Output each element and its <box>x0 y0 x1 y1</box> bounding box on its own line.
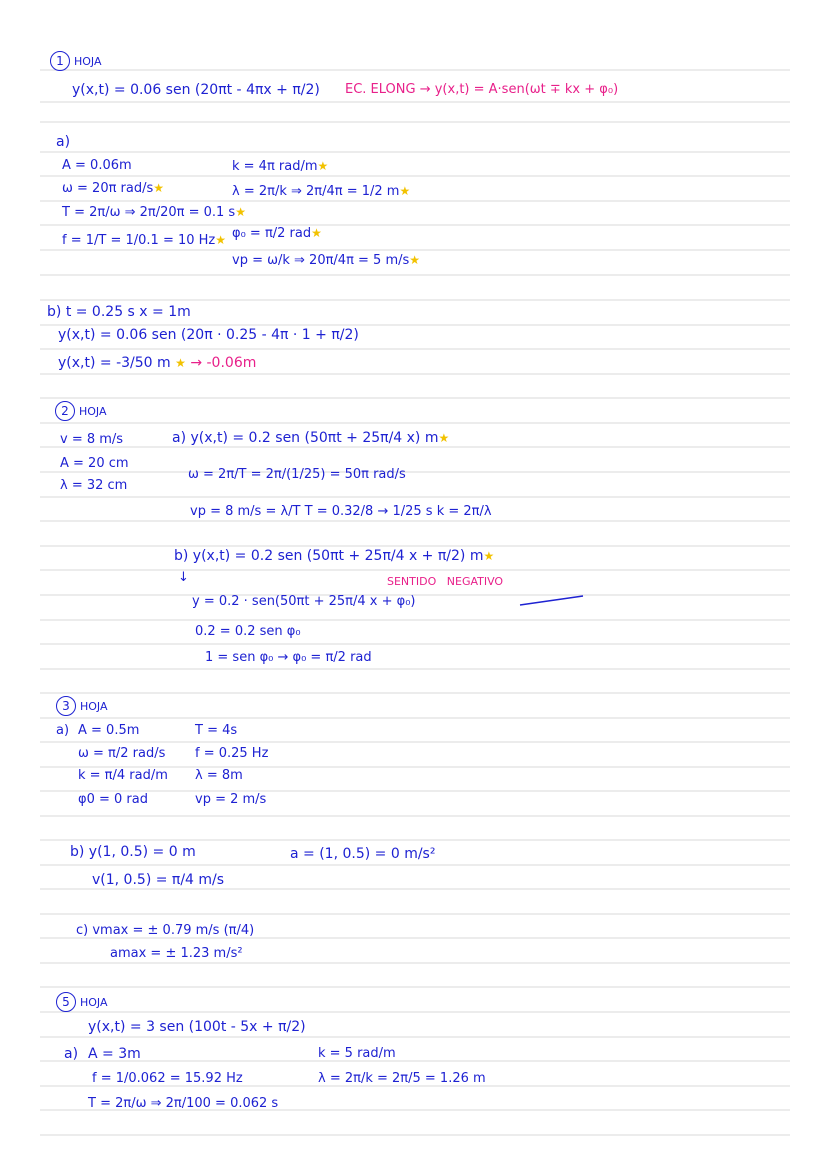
sec1-a-phase-text: φ₀ = π/2 rad <box>232 226 312 241</box>
sec1-a-label: a) <box>56 134 71 150</box>
sec3-a-frequency: f = 0.25 Hz <box>195 746 269 761</box>
sec5-a-amplitude: A = 3m <box>88 1046 141 1062</box>
sec3-c-amax: amax = ± 1.23 m/s² <box>110 946 243 961</box>
sec5-title: HOJA <box>80 996 108 1009</box>
sec1-number: 1 <box>50 51 70 71</box>
star-icon: ★ <box>483 549 495 563</box>
sec3-a-period: T = 4s <box>195 723 238 738</box>
star-icon: ★ <box>409 253 421 267</box>
sec2-title: HOJA <box>79 405 107 418</box>
sec3-a-omega: ω = π/2 rad/s <box>78 746 166 761</box>
star-icon: ★ <box>317 159 329 173</box>
sec1-b-result <box>58 355 256 371</box>
star-icon: ★ <box>215 233 227 247</box>
sec1-a-vp <box>232 252 420 269</box>
sec3-a-phase: φ0 = 0 rad <box>78 792 148 807</box>
sec1-b-given <box>47 304 191 320</box>
star-icon: ★ <box>175 356 186 370</box>
sec1-a-amplitude: A = 0.06m <box>62 158 132 173</box>
sec5-a-lambda: λ = 2π/k = 2π/5 = 1.26 m <box>318 1071 486 1086</box>
sec1-a-omega-text: ω = 20π rad/s <box>62 181 154 196</box>
sec5-a-period: T = 2π/ω ⇒ 2π/100 = 0.062 s <box>88 1096 279 1111</box>
star-icon: ★ <box>235 205 246 219</box>
sec2-a-equation <box>172 430 449 446</box>
sec5-a-label: a) <box>64 1046 79 1062</box>
sec2-b-step1: 0.2 = 0.2 sen φ₀ <box>195 624 301 639</box>
sec2-a-vp: vp = 8 m/s = λ/T T = 0.32/8 → 1/25 s k = 2π/λ <box>190 504 492 519</box>
sec3-c-vmax: c) vmax = ± 0.79 m/s (π/4) <box>76 923 255 938</box>
sec2-heading <box>55 401 107 421</box>
sec1-title: HOJA <box>74 55 102 68</box>
sec1-a-k-text: k = 4π rad/m <box>232 159 318 174</box>
sec1-b-given-text: t = 0.25 s x = 1m <box>65 304 191 320</box>
stray-stroke <box>520 596 583 605</box>
sec5-equation: y(x,t) = 3 sen (100t - 5x + π/2) <box>88 1019 306 1035</box>
sec3-a-lambda: λ = 8m <box>195 768 243 783</box>
sec1-a-lambda-text: λ = 2π/k ⇒ 2π/4π = 1/2 m <box>232 184 400 199</box>
sec5-number: 5 <box>56 992 76 1012</box>
sec2-b-equation-text: b) y(x,t) = 0.2 sen (50πt + 25π/4 x + π/2) m <box>174 548 484 564</box>
sec3-a-amplitude: A = 0.5m <box>78 723 140 738</box>
sec2-b-note-sign: NEGATIVO <box>446 575 504 588</box>
sec1-a-vp-text: vp = ω/k ⇒ 20π/4π = 5 m/s <box>232 253 410 268</box>
sec5-a-k: k = 5 rad/m <box>318 1046 396 1061</box>
sec2-given-v: v = 8 m/s <box>60 432 124 447</box>
sec2-given-amplitude: A = 20 cm <box>60 456 129 471</box>
sec1-b-result-note: → -0.06m <box>190 355 257 371</box>
sec5-heading <box>56 992 108 1012</box>
sec1-a-period <box>62 204 246 221</box>
down-arrow-icon: ↓ <box>178 570 189 585</box>
sec1-elong-formula: EC. ELONG → y(x,t) = A·sen(ωt ∓ kx + φ₀) <box>345 82 619 97</box>
sec5-a-frequency: f = 1/0.062 = 15.92 Hz <box>92 1071 243 1086</box>
star-icon: ★ <box>311 226 322 240</box>
sec3-b-velocity: v(1, 0.5) = π/4 m/s <box>92 872 225 888</box>
sec2-given-lambda: λ = 32 cm <box>60 478 128 493</box>
sec3-a-label: a) <box>56 723 70 738</box>
sec3-a-k: k = π/4 rad/m <box>78 768 168 783</box>
sec1-a-phase <box>232 225 322 242</box>
star-icon: ★ <box>438 431 450 445</box>
sec1-a-frequency-text: f = 1/T = 1/0.1 = 10 Hz <box>62 233 216 248</box>
sec3-b-acceleration: a = (1, 0.5) = 0 m/s² <box>290 846 436 862</box>
sec2-b-step2: 1 = sen φ₀ → φ₀ = π/2 rad <box>205 650 372 665</box>
sec1-equation: y(x,t) = 0.06 sen (20πt - 4πx + π/2) <box>72 82 320 98</box>
sec1-a-frequency <box>62 232 226 249</box>
sec2-a-equation-text: a) y(x,t) = 0.2 sen (50πt + 25π/4 x) m <box>172 430 439 446</box>
sec3-b-displacement: b) y(1, 0.5) = 0 m <box>70 844 196 860</box>
sec1-a-omega <box>62 180 164 197</box>
star-icon: ★ <box>399 184 411 198</box>
sec1-a-k <box>232 158 328 175</box>
sec1-heading <box>50 51 102 71</box>
sec3-a-vp: vp = 2 m/s <box>195 792 267 807</box>
sec1-b-result-text: y(x,t) = -3/50 m <box>58 355 171 371</box>
sec3-number: 3 <box>56 696 76 716</box>
sec2-a-omega: ω = 2π/T = 2π/(1/25) = 50π rad/s <box>188 467 406 482</box>
sec1-b-label: b) <box>47 304 62 320</box>
sec2-b-general: y = 0.2 · sen(50πt + 25π/4 x + φ₀) <box>192 594 416 609</box>
sec1-a-lambda <box>232 183 410 200</box>
star-icon: ★ <box>153 181 165 195</box>
sec2-b-note-direction: SENTIDO <box>387 575 437 588</box>
sec3-title: HOJA <box>80 700 108 713</box>
sec1-b-substitution: y(x,t) = 0.06 sen (20π · 0.25 - 4π · 1 + π/2) <box>58 327 359 343</box>
sec3-heading <box>56 696 108 716</box>
sec1-a-period-text: T = 2π/ω ⇒ 2π/20π = 0.1 s <box>62 205 236 220</box>
sec2-b-note <box>387 574 503 590</box>
sec2-number: 2 <box>55 401 75 421</box>
sec2-b-equation <box>174 548 494 564</box>
